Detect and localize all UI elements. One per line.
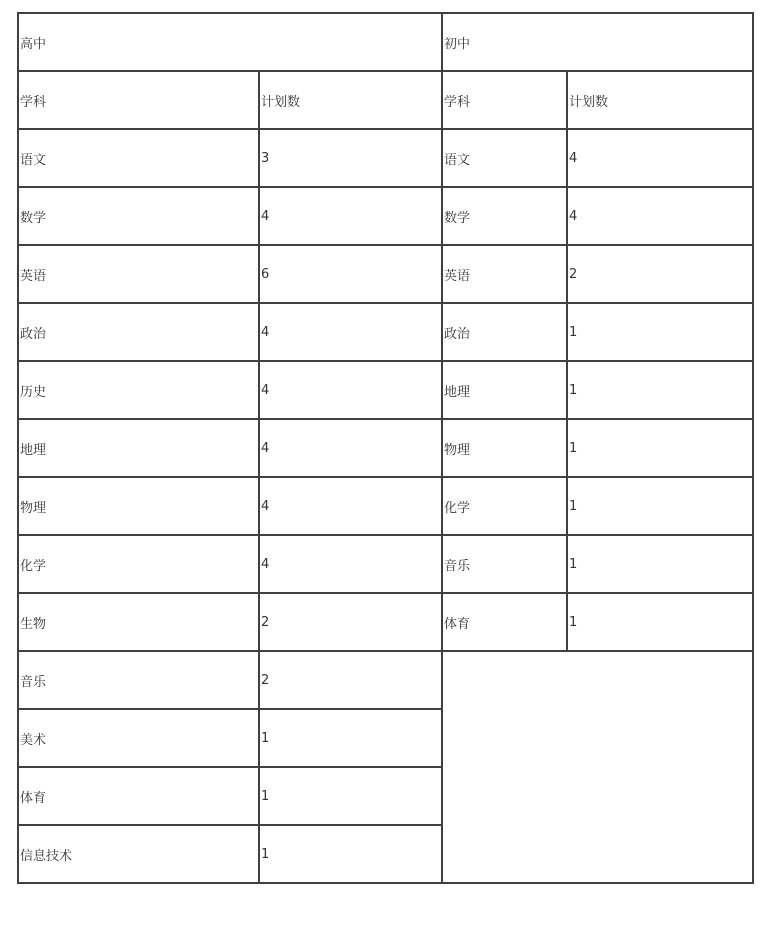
high-school-count: 2 bbox=[259, 651, 442, 709]
middle-school-count-header: 计划数 bbox=[567, 71, 753, 129]
middle-school-count: 1 bbox=[567, 535, 753, 593]
high-school-count: 4 bbox=[259, 187, 442, 245]
high-school-count: 6 bbox=[259, 245, 442, 303]
high-school-subject: 数学 bbox=[18, 187, 259, 245]
high-school-count: 1 bbox=[259, 825, 442, 883]
high-school-subject: 化学 bbox=[18, 535, 259, 593]
high-school-title: 高中 bbox=[18, 13, 442, 71]
middle-school-subject: 物理 bbox=[442, 419, 567, 477]
middle-school-subject: 体育 bbox=[442, 593, 567, 651]
middle-school-subject: 政治 bbox=[442, 303, 567, 361]
high-school-subject: 美术 bbox=[18, 709, 259, 767]
high-school-subject: 语文 bbox=[18, 129, 259, 187]
high-school-count: 2 bbox=[259, 593, 442, 651]
high-school-count: 4 bbox=[259, 361, 442, 419]
high-school-subject: 物理 bbox=[18, 477, 259, 535]
middle-school-subject: 地理 bbox=[442, 361, 567, 419]
high-school-subject: 英语 bbox=[18, 245, 259, 303]
high-school-count: 3 bbox=[259, 129, 442, 187]
middle-school-subject: 数学 bbox=[442, 187, 567, 245]
column-header-row bbox=[18, 71, 753, 129]
section-title-row bbox=[18, 13, 753, 71]
middle-school-subject: 英语 bbox=[442, 245, 567, 303]
middle-school-subject-header: 学科 bbox=[442, 71, 567, 129]
high-school-count: 1 bbox=[259, 709, 442, 767]
high-school-count: 1 bbox=[259, 767, 442, 825]
middle-school-count: 1 bbox=[567, 477, 753, 535]
high-school-subject: 历史 bbox=[18, 361, 259, 419]
high-school-count: 4 bbox=[259, 535, 442, 593]
table-row bbox=[18, 129, 753, 187]
table-row bbox=[18, 303, 753, 361]
high-school-count: 4 bbox=[259, 419, 442, 477]
teacher-plan-table bbox=[17, 12, 754, 884]
high-school-subject: 音乐 bbox=[18, 651, 259, 709]
high-school-count: 4 bbox=[259, 303, 442, 361]
middle-school-title: 初中 bbox=[442, 13, 753, 71]
table-row bbox=[18, 535, 753, 593]
middle-school-count: 1 bbox=[567, 303, 753, 361]
middle-school-count: 2 bbox=[567, 245, 753, 303]
table-row bbox=[18, 651, 753, 709]
middle-school-count: 1 bbox=[567, 361, 753, 419]
high-school-subject: 信息技术 bbox=[18, 825, 259, 883]
high-school-subject: 体育 bbox=[18, 767, 259, 825]
table-row bbox=[18, 419, 753, 477]
middle-school-count: 4 bbox=[567, 129, 753, 187]
middle-school-subject: 语文 bbox=[442, 129, 567, 187]
middle-school-count: 1 bbox=[567, 419, 753, 477]
high-school-count: 4 bbox=[259, 477, 442, 535]
high-school-subject: 政治 bbox=[18, 303, 259, 361]
middle-school-count: 4 bbox=[567, 187, 753, 245]
high-school-subject: 地理 bbox=[18, 419, 259, 477]
high-school-count-header: 计划数 bbox=[259, 71, 442, 129]
table-row bbox=[18, 477, 753, 535]
high-school-subject-header: 学科 bbox=[18, 71, 259, 129]
empty-merged-cell bbox=[442, 651, 753, 883]
middle-school-subject: 音乐 bbox=[442, 535, 567, 593]
high-school-subject: 生物 bbox=[18, 593, 259, 651]
table-row bbox=[18, 593, 753, 651]
middle-school-count: 1 bbox=[567, 593, 753, 651]
table-row bbox=[18, 245, 753, 303]
table-row bbox=[18, 187, 753, 245]
middle-school-subject: 化学 bbox=[442, 477, 567, 535]
table-row bbox=[18, 361, 753, 419]
